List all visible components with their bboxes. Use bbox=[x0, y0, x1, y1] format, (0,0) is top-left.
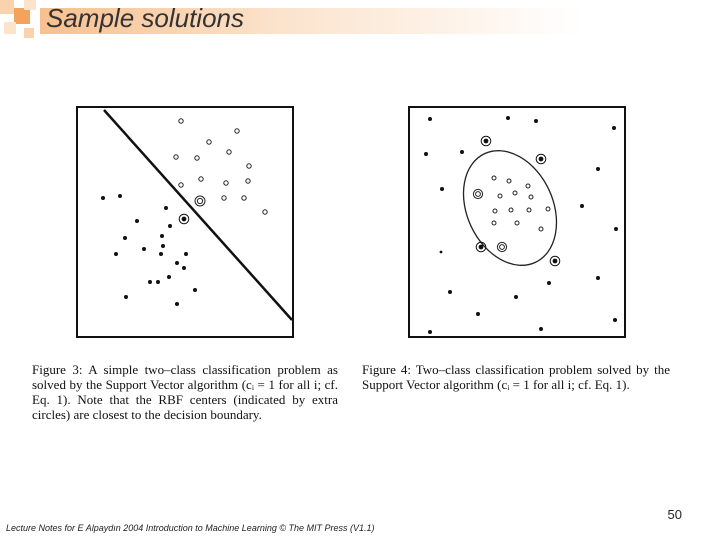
title-deco-square-1 bbox=[0, 0, 14, 14]
page-number: 50 bbox=[667, 507, 682, 522]
title-deco-square-2 bbox=[14, 8, 30, 24]
figure-4-caption-label: Figure 4: bbox=[362, 362, 412, 377]
title-deco-square-3 bbox=[24, 0, 36, 10]
slide-title: Sample solutions bbox=[46, 3, 244, 33]
figure-3-caption-text: A simple two–class classification problem as solved by the Support Vector algorithm (cᵢ = 1 for all i; cf. Eq. 1). Note that the RBF centers (indicated by extra circles) are closest to the decision boundary. bbox=[32, 362, 338, 422]
rbf-center-marker bbox=[182, 217, 187, 222]
figure-4-caption-text: Two–class classification problem solved by the Support Vector algorithm (cᵢ = 1 for all i; cf. Eq. 1). bbox=[362, 362, 670, 392]
title-deco-square-5 bbox=[24, 28, 34, 38]
class-open-points bbox=[174, 119, 267, 214]
class-filled-points bbox=[101, 194, 197, 306]
decision-boundary-line bbox=[104, 110, 292, 320]
title-deco-square-4 bbox=[4, 22, 16, 34]
figure-4-plot bbox=[408, 106, 626, 338]
figure-3-caption bbox=[32, 362, 338, 422]
class-filled-points bbox=[424, 116, 618, 334]
class-open-points bbox=[473, 176, 550, 252]
figure-4-caption bbox=[362, 362, 670, 392]
figure-3-caption-label: Figure 3: bbox=[32, 362, 83, 377]
figure-3-plot bbox=[76, 106, 294, 338]
footer-citation: Lecture Notes for E Alpaydın 2004 Introduction to Machine Learning © The MIT Press (V1.1) bbox=[6, 523, 375, 533]
